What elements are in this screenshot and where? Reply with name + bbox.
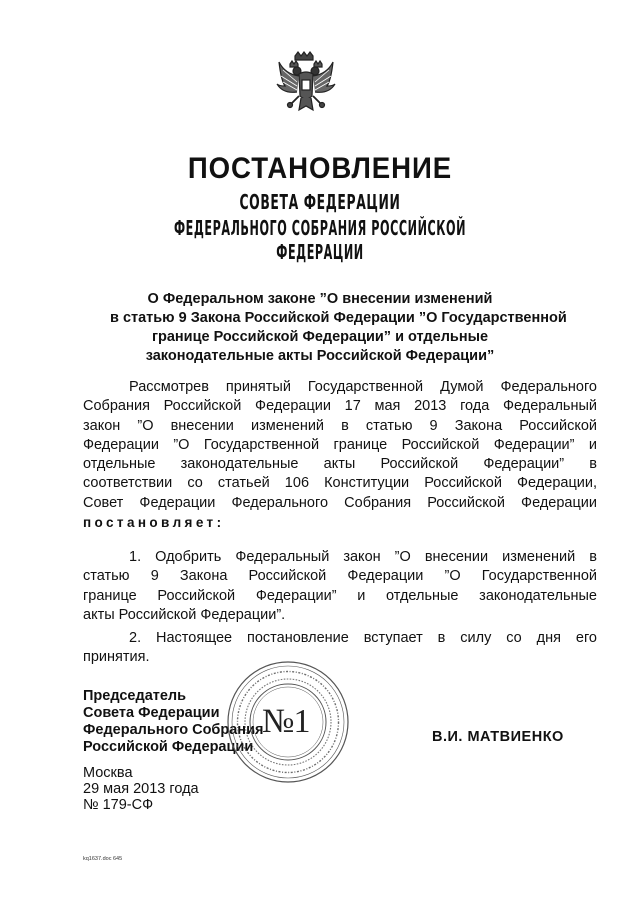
item-line: 2. Настоящее постановление вступает в силу со дня его <box>129 630 597 646</box>
intro-line: закон ”О внесении изменений в статью 9 Закона Российской <box>83 417 597 434</box>
state-emblem-icon <box>275 50 337 116</box>
intro-line: отдельные законодательные акты Российской Федерации” в <box>83 456 597 473</box>
seal-number: №1 <box>262 703 310 740</box>
signer-name: В.И. МАТВИЕНКО <box>432 729 564 745</box>
intro-line: Совет Федерации Федерального Собрания Российской Федерации <box>83 494 597 511</box>
place: Москва <box>83 765 133 781</box>
resolution-item-1 <box>83 548 597 625</box>
issuer-line-2: ФЕДЕРАЛЬНОГО СОБРАНИЯ РОССИЙСКОЙ ФЕДЕРАЦИИ <box>173 216 467 264</box>
subject-line: в статью 9 Закона Российской Федерации ”О Государственной <box>110 310 567 326</box>
item-line: акты Российской Федерации”. <box>83 606 286 623</box>
resolves-word: постановляет: <box>83 515 225 531</box>
item-line: границе Российской Федерации” и отдельные законодательные <box>83 587 597 604</box>
signer-title-line: Российской Федерации <box>83 739 254 755</box>
document-type-heading: ПОСТАНОВЛЕНИЕ <box>187 152 453 185</box>
place-date-number <box>83 765 199 813</box>
intro-line: Федерации ”О Государственной границе Российской Федерации” и <box>83 436 597 453</box>
issuer-line-1: СОВЕТА ФЕДЕРАЦИИ <box>239 190 401 214</box>
intro-paragraph <box>83 378 597 532</box>
footer-code: kq1637.doc 645 <box>83 856 123 862</box>
intro-line: Рассмотрев принятый Государственной Думой Федерального <box>129 379 597 395</box>
signer-title-line: Председатель <box>83 688 187 704</box>
subject-line: законодательные акты Российской Федерации” <box>145 348 495 364</box>
subject-line: границе Российской Федерации” и отдельные <box>151 329 489 345</box>
signer-title-line: Федерального Собрания <box>83 722 264 738</box>
signer-title-line: Совета Федерации <box>83 705 220 721</box>
document-number: № 179-СФ <box>83 797 154 813</box>
item-line: статью 9 Закона Российской Федерации ”О Государственной <box>83 568 597 585</box>
intro-line: Собрания Российской Федерации 17 мая 2013 года Федеральный <box>83 398 597 415</box>
intro-line: соответствии со статьей 106 Конституции Российской Федерации, <box>83 475 597 492</box>
document-subject <box>110 290 567 366</box>
item-line: 1. Одобрить Федеральный закон ”О внесении изменений в <box>129 549 597 565</box>
subject-line: О Федеральном законе ”О внесении изменений <box>147 291 493 307</box>
item-line: принятия. <box>83 649 150 666</box>
date: 29 мая 2013 года <box>83 781 199 797</box>
